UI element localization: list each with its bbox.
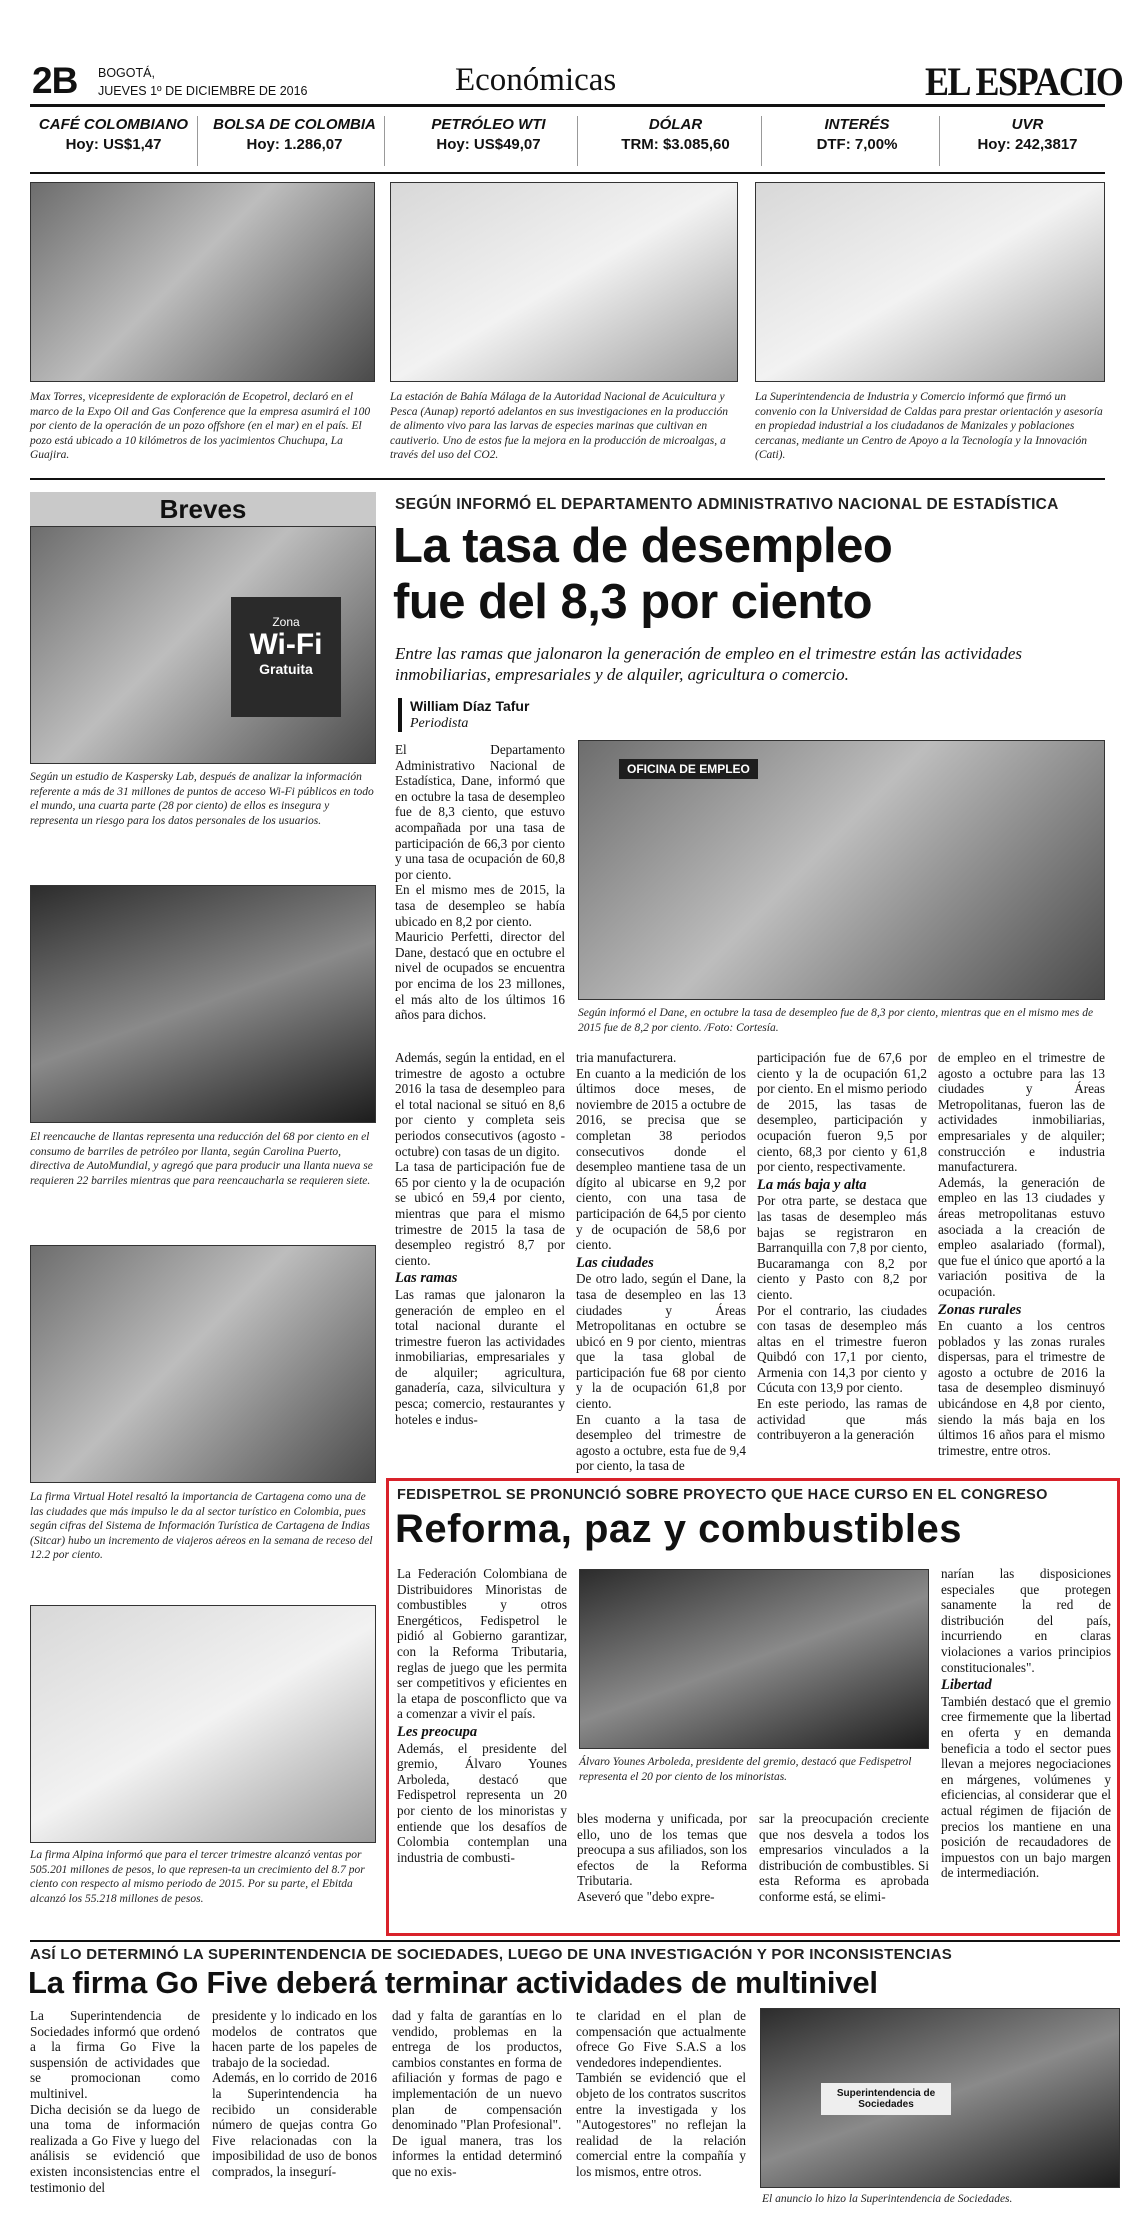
market-label: DÓLAR — [648, 116, 703, 133]
gofive-col4: te claridad en el plan de compensación que actualmente ofrece Go Five S.A.S a los vendedores independientes. También se evidenció que el objeto de los contratos suscritos entre la investigada y los "Autogestores" no reflejan la realidad de la relación comercial entre la compañía y los mismos, entre otros. — [576, 2008, 746, 2179]
photo-superindustria-woman — [755, 182, 1105, 382]
photo-employment-office — [578, 740, 1105, 1000]
breve-tires: El reencauche de llantas representa una reducción del 68 por ciento en el consumo de barriles de petróleo por llanta, según Carolina Puerto, directiva de AutoMundial, y agregó que para producir una llanta nueva se requieren 22 barriles mientras que para reencaucharla se requieren siete. — [30, 1131, 373, 1187]
main-col2-p2: La tasa de participación fue de 65 por ciento y la de ocupación se ubicó en 59,4 por ciento, mientras que para el mismo trimestre de 2015 la tasa de desempleo registró 8,7 por ciento. — [395, 1159, 565, 1268]
main-kicker: SEGÚN INFORMÓ EL DEPARTAMENTO ADMINISTRATIVO NACIONAL DE ESTADÍSTICA — [395, 496, 1059, 513]
main-col4-p2: Por otra parte, se destaca que las tasas de desempleo más bajas se registraron en Barranquilla con 7,8 por ciento, Bucaramanga con 8,2 por ciento y Pasto con 8,2 por ciento. — [757, 1193, 927, 1302]
main-col5-p1: de empleo en el trimestre de agosto a octubre para las 13 ciudades y Áreas Metropolitanas, fueron las de actividades inmobiliarias, empresariales y de alquiler; construcción e industria manufacturera. — [938, 1050, 1105, 1175]
main-col1-p2: En el mismo mes de 2015, la tasa de desempleo se había ubicado en 8,2 por ciento. — [395, 882, 565, 929]
main-col1-p3: Mauricio Perfetti, director del Dane, destacó que en octubre el nivel de ocupados se encuentra por encima de los 23 millones, el más alto de los últimos 16 años para dichos. — [395, 929, 565, 1023]
main-col5-p2: Además, la generación de empleo en las 13 ciudades y áreas metropolitanas estuvo asociada a la creación de empleo asalariado (formal), que fue el único que aportó a la variación positiva de la ocupación. — [938, 1174, 1105, 1299]
reform-col3: sar la preocupación creciente que nos desvela a todos los empresarios vinculados a la distribución de combustibles. Si esta Reforma es aprobada conforme está, se elimi- — [759, 1811, 929, 1904]
photo-ecopetrol-conference — [30, 182, 375, 382]
dateline-city: BOGOTÁ, — [98, 66, 155, 80]
market-value: TRM: $3.085,60 — [621, 136, 730, 153]
main-col3-p2: En cuanto a la medición de los últimos doce meses, de noviembre de 2015 a octubre de 2016, se precisa que se completan 38 periodos consecutivos donde el desempleo mantiene tasa de un dígito al ubicarse en 9,2 por ciento, con una tasa de participación de 64,5 por ciento y de ocupación de 58,6 por ciento. — [576, 1065, 746, 1253]
reform-col1 — [397, 1566, 567, 1865]
market-label: PETRÓLEO WTI — [431, 116, 546, 133]
wifi-sign-wifi: Wi-Fi — [249, 628, 323, 661]
photo-bahia-malaga — [390, 182, 738, 382]
employment-office-sign: OFICINA DE EMPLEO — [619, 759, 758, 779]
main-col3-p1: tria manufacturera. — [576, 1050, 677, 1065]
market-value: Hoy: US$1,47 — [65, 136, 162, 153]
subhead-rurales: Zonas rurales — [938, 1301, 1022, 1318]
top-section-rule — [30, 478, 1105, 480]
main-col2-p1: Además, según la entidad, en el trimestre de agosto a octubre 2016 la tasa de desempleo para el total nacional se situó en 8,6 por ciento y completa seis periodos consecutivos (agosto - octubre) con tasas de un digito. — [395, 1050, 565, 1159]
main-col4-p1: participación fue de 67,6 por ciento y la de ocupación 61,2 por ciento. En el mismo periodo de 2015, las tasas de desempleo, participación y ocupación fueron 9,5 por ciento, 68,3 por ciento y 61,8 por ciento, respectivamente. — [757, 1050, 927, 1175]
photo-alpina-chart — [30, 1605, 376, 1843]
market-label: INTERÉS — [824, 116, 890, 133]
market-value: Hoy: 1.286,07 — [246, 136, 343, 153]
market-dolar — [590, 116, 762, 166]
main-col2-p3: Las ramas que jalonaron la generación de empleo en el total nacional durante el trimestre fueron las actividades inmobiliarias, empresariales y de alquiler; agricultura, ganadería, caza, silvicultura y pesca; comercio, restaurantes y hoteles e indus- — [395, 1286, 565, 1427]
subhead-libertad: Libertad — [941, 1677, 992, 1694]
reform-col4-p2: También destacó que el gremio cree firmemente que la libertad en oferta y en demanda beneficia a todo el sector pues llevan a mejores negociaciones en márgenes, volúmenes y eficiencias, al considerar que el actual régimen de fijación de precios los mantiene en una posición de recaudadores de impuestos con un bajo margen de intermediación. — [941, 1693, 1111, 1881]
main-col4 — [757, 1050, 927, 1443]
breves-title: Breves — [159, 494, 247, 524]
main-col4-p4: En este periodo, las ramas de actividad que más contribuyeron a la generación — [757, 1396, 927, 1443]
wifi-sign-zone: Zona — [272, 615, 300, 629]
byline-role: Periodista — [410, 716, 469, 731]
gofive-top-rule — [30, 1940, 1120, 1942]
reform-col1-p1: La Federación Colombiana de Distribuidores Minoristas de combustibles y otros Energéticos, Fedispetrol le pidió al Gobierno garantizar, con la Reforma Tributaria, reglas de juego que les permita ser competitivos y eficientes en la etapa de posconflicto que va a comenzar a vivir el país. — [397, 1566, 567, 1722]
main-headline-line1: La tasa de desempleo — [393, 519, 893, 573]
reform-col4 — [941, 1566, 1111, 1881]
main-headline-line2: fue del 8,3 por ciento — [393, 575, 873, 629]
ticker-rule — [30, 172, 1105, 174]
caption-aunap: La estación de Bahía Málaga de la Autoridad Nacional de Acuicultura y Pesca (Aunap) reportó adelantos en sus investigaciones en la producción de alimento vivo para las larvas de especies marinas que cultivan en cautiverio. Uno de estos fue la mejora en la producción de microalgas, a través del uso del CO2. — [390, 391, 729, 461]
wifi-sign — [231, 597, 341, 717]
main-col5 — [938, 1050, 1105, 1458]
market-cafe — [30, 116, 198, 166]
photo-wifi-kids — [30, 526, 376, 764]
header-rule — [30, 104, 1105, 107]
reform-photo-caption: Álvaro Younes Arboleda, presidente del gremio, destacó que Fedispetrol representa el 20 por ciento de los minoristas. — [579, 1756, 912, 1783]
main-col3 — [576, 1050, 746, 1474]
gofive-col3: dad y falta de garantías en lo vendido, problemas en la entrega de los productos, cambios constantes en forma de afiliación y formas de pago e implementación de un nuevo plan de compensación denominado "Plan Profesional". De igual manera, tras los informes la entidad determinó que no exis- — [392, 2008, 562, 2179]
reform-kicker: FEDISPETROL SE PRONUNCIÓ SOBRE PROYECTO QUE HACE CURSO EN EL CONGRESO — [397, 1487, 1048, 1503]
market-value: Hoy: US$49,07 — [436, 136, 541, 153]
breve-wifi: Según un estudio de Kaspersky Lab, después de analizar la información referente a más de 31 millones de puntos de acceso Wi-Fi públicos en todo el mundo, una cuarta parte (28 por ciento) de ellos es insegura y representa un riesgo para los datos personales de los usuarios. — [30, 771, 374, 827]
photo-tires — [30, 885, 376, 1123]
main-col1-p1: El Departamento Administrativo Nacional de Estadística, Dane, informó que en octubre la tasa de desempleo fue de 8,3 ciento, que estuvo acompañada por una tasa de participación de 66,3 por ciento y una tasa de ocupación de 60,8 por ciento. — [395, 742, 565, 882]
main-col1 — [395, 742, 565, 1023]
supersociedades-sign: Superintendencia de Sociedades — [821, 2083, 951, 2115]
gofive-kicker: ASÍ LO DETERMINÓ LA SUPERINTENDENCIA DE SOCIEDADES, LUEGO DE UNA INVESTIGACIÓN Y POR INCONSISTENCIAS — [30, 1946, 953, 1963]
wifi-sign-free: Gratuita — [259, 661, 313, 677]
byline-author: William Díaz Tafur — [410, 698, 530, 714]
subhead-ramas: Las ramas — [395, 1270, 458, 1287]
market-bolsa — [205, 116, 385, 166]
dateline-date: JUEVES 1º DE DICIEMBRE DE 2016 — [98, 84, 308, 98]
gofive-photo-caption: El anuncio lo hizo la Superintendencia de Sociedades. — [762, 2193, 1013, 2205]
main-dek: Entre las ramas que jalonaron la generación de empleo en el trimestre están las actividades inmobiliarias, empresariales y de alquiler, agricultura o comercio. — [395, 644, 1023, 684]
market-value: Hoy: 242,3817 — [977, 136, 1078, 153]
section-title: Económicas — [455, 62, 617, 98]
market-uvr — [950, 116, 1105, 166]
subhead-baja-alta: La más baja y alta — [757, 1176, 867, 1193]
subhead-ciudades: Las ciudades — [576, 1254, 654, 1271]
reform-box — [386, 1478, 1120, 1936]
reform-col2: bles moderna y unificada, por ello, uno de los temas que preocupa a sus afiliados, son los efectos de la Reforma Tributaria. Aseveró que "debo expre- — [577, 1811, 747, 1904]
main-col5-p3: En cuanto a los centros poblados y las zonas rurales dispersas, para el trimestre de agosto a octubre de 2016 la tasa de desempleo disminuyó ubicándose en 4,8 por ciento, siendo la más baja en los últimos 16 años para el mismo trimestre, entre otros. — [938, 1318, 1105, 1458]
reform-headline: Reforma, paz y combustibles — [395, 1507, 962, 1551]
byline-bar — [398, 698, 402, 732]
gofive-col2: presidente y lo indicado en los modelos de contratos que hacen parte de los papeles de trabajo de la sociedad. Además, en lo corrido de 2016 la Superintendencia ha recibido un considerable número de quejas contra Go Five relacionadas con la imposibilidad de uso de bonos comprados, la insegurí- — [212, 2008, 377, 2179]
photo-cartagena — [30, 1245, 376, 1483]
reform-col1-p2: Además, el presidente del gremio, Álvaro Younes Arboleda, destacó que Fedispetrol representa un 20 por ciento de los minoristas y entiende que los desafíos de Colombia contemplan una industria de combusti- — [397, 1740, 567, 1865]
market-label: BOLSA DE COLOMBIA — [213, 116, 376, 133]
market-ticker — [30, 116, 1105, 172]
masthead-logo: EL ESPACIO — [925, 59, 1123, 104]
main-col2 — [395, 1050, 565, 1427]
caption-ecopetrol: Max Torres, vicepresidente de exploración de Ecopetrol, declaró en el marco de la Expo Oil and Gas Conference que la empresa asumirá el 100 por ciento de la operación de un pozo offshore (en el mar) en el país. El pozo está ubicado a 10 kilómetros de los yacimientos Chuchupa, La Guajira. — [30, 391, 371, 461]
reform-col4-p1: narían las disposiciones especiales que protegen sanamente la red de distribución del país, incurriendo en claras violaciones a varios principios constitucionales". — [941, 1566, 1111, 1675]
gofive-headline: La firma Go Five deberá terminar actividades de multinivel — [28, 1965, 878, 2000]
breve-alpina: La firma Alpina informó que para el tercer trimestre alcanzó ventas por 505.201 millones de pesos, lo que represen-ta un crecimiento del 8.7 por ciento con respecto al mismo periodo de 2015. Por su parte, el Ebitda alcanzó los 55.218 millones de pesos. — [30, 1849, 365, 1905]
photo-alvaro-younes — [579, 1569, 929, 1749]
breves-band — [30, 492, 376, 526]
main-col3-p3: De otro lado, según el Dane, la tasa de desempleo en las 13 ciudades y Áreas Metropolitanas en octubre se ubicó en 9 por ciento, mientras que la tasa global de participación fue 68 por ciento y la de ocupación 61,8 por ciento. — [576, 1271, 746, 1412]
page-number: 2B — [32, 60, 78, 101]
market-label: UVR — [1011, 116, 1044, 133]
breve-cartagena: La firma Virtual Hotel resaltó la importancia de Cartagena como una de las ciudades que más impulso le da al sector turístico en Colombia, pues según cifras del Sistema de Información Turística de Cartagena de Indias (Sitcar) hubo un incremento de viajeros aéreos en la semana de receso del 12.2 por ciento. — [30, 1491, 373, 1561]
market-label: CAFÉ COLOMBIANO — [38, 116, 189, 133]
photo-supersociedades-sign — [760, 2008, 1120, 2188]
main-col4-p3: Por el contrario, las ciudades con tasas de desempleo más altas en el trimestre fueron Quibdó con 17,1 por ciento, Armenia con 14,3 por ciento y Cúcuta con 13,9 por ciento. — [757, 1302, 927, 1396]
main-photo-caption: Según informó el Dane, en octubre la tasa de desempleo fue de 8,3 por ciento, mientras que en el mismo mes de 2015 fue de 8,2 por ciento. /Foto: Cortesía. — [578, 1007, 1094, 1034]
gofive-col1: La Superintendencia de Sociedades informó que ordenó a la firma Go Five la suspensión de actividades que se promocionan como multinivel. Dicha decisión se da luego de una toma de información realizada a Go Five y luego del análisis se evidenció que existen inconsistencias entre el testimonio del — [30, 2008, 200, 2195]
market-interes — [775, 116, 940, 166]
market-value: DTF: 7,00% — [816, 136, 898, 153]
subhead-les-preocupa: Les preocupa — [397, 1723, 478, 1740]
market-petroleo — [400, 116, 578, 166]
main-col3-p4: En cuanto a la tasa de desempleo del trimestre de agosto a octubre, esta fue de 9,4 por ciento, la tasa de — [576, 1411, 746, 1474]
caption-sic: La Superintendencia de Industria y Comercio informó que firmó un convenio con la Universidad de Caldas para prestar orientación y asesoría en propiedad industrial a los ciudadanos de Manizales y poblaciones cercanas, mediante un Centro de Apoyo a la Tecnología y la Innovación (Cati). — [755, 391, 1103, 461]
